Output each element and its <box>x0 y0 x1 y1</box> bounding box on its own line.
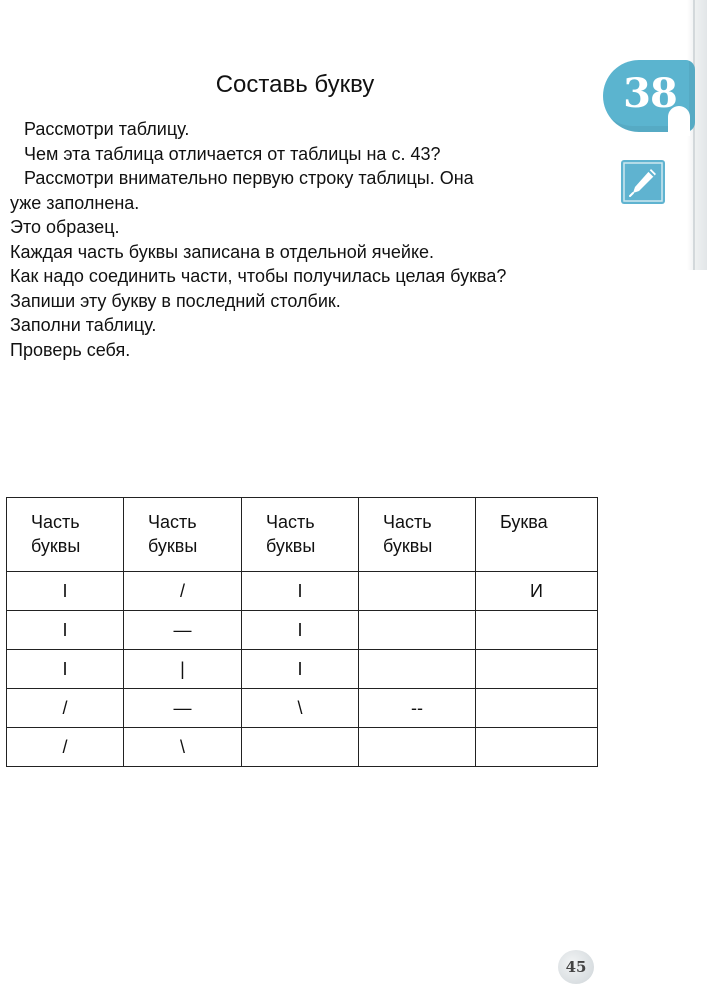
header-cell-letter: Буква <box>476 498 598 572</box>
table-cell <box>359 728 476 767</box>
answer-cell <box>476 650 598 689</box>
table-row <box>7 650 598 689</box>
table-cell: -- <box>359 689 476 728</box>
header-cell: Часть буквы <box>7 498 124 572</box>
header-cell: Часть буквы <box>359 498 476 572</box>
instruction-line: Как надо соединить части, чтобы получилась целая буква? <box>10 266 507 286</box>
table-cell: / <box>7 689 124 728</box>
table-cell <box>242 728 359 767</box>
page-number: 45 <box>558 950 594 984</box>
letter-parts-table <box>6 497 598 767</box>
table-header-row <box>7 498 598 572</box>
instruction-line: Рассмотри таблицу. <box>24 119 190 139</box>
table-row <box>7 728 598 767</box>
table-row <box>7 572 598 611</box>
instruction-line: уже заполнена. <box>10 192 140 213</box>
table-cell <box>359 572 476 611</box>
instruction-line: Каждая часть буквы записана в отдельной ячейке. <box>10 241 435 262</box>
table-cell: I <box>7 650 124 689</box>
table-row <box>7 611 598 650</box>
table-cell <box>359 611 476 650</box>
instruction-line: Проверь себя. <box>10 339 131 360</box>
header-cell: Часть буквы <box>242 498 359 572</box>
answer-cell <box>476 728 598 767</box>
table-cell: — <box>124 611 242 650</box>
page-edge-line <box>693 0 695 270</box>
instructions-block <box>10 117 630 362</box>
table-row <box>7 689 598 728</box>
instruction-line: Запиши эту букву в последний столбик. <box>10 290 341 311</box>
answer-cell: И <box>476 572 598 611</box>
table-cell: I <box>7 572 124 611</box>
table-cell: I <box>242 572 359 611</box>
table-cell: | <box>124 650 242 689</box>
instruction-line: Заполни таблицу. <box>10 315 157 335</box>
header-cell: Часть буквы <box>124 498 242 572</box>
table-cell: — <box>124 689 242 728</box>
instruction-line: Это образец. <box>10 217 120 237</box>
page-edge-strip <box>687 0 707 270</box>
table-cell: I <box>242 611 359 650</box>
answer-cell <box>476 689 598 728</box>
answer-cell <box>476 611 598 650</box>
table-cell: / <box>7 728 124 767</box>
lesson-number: 38 <box>623 70 677 117</box>
table-cell: / <box>124 572 242 611</box>
instruction-line: Рассмотри внимательно первую строку таблицы. Она <box>24 168 474 188</box>
table-cell <box>359 650 476 689</box>
table-cell: \ <box>242 689 359 728</box>
table-cell: I <box>242 650 359 689</box>
instruction-line: Чем эта таблица отличается от таблицы на с. 43? <box>24 143 441 164</box>
table-cell: I <box>7 611 124 650</box>
table-cell: \ <box>124 728 242 767</box>
page-title: Составь букву <box>215 71 375 98</box>
